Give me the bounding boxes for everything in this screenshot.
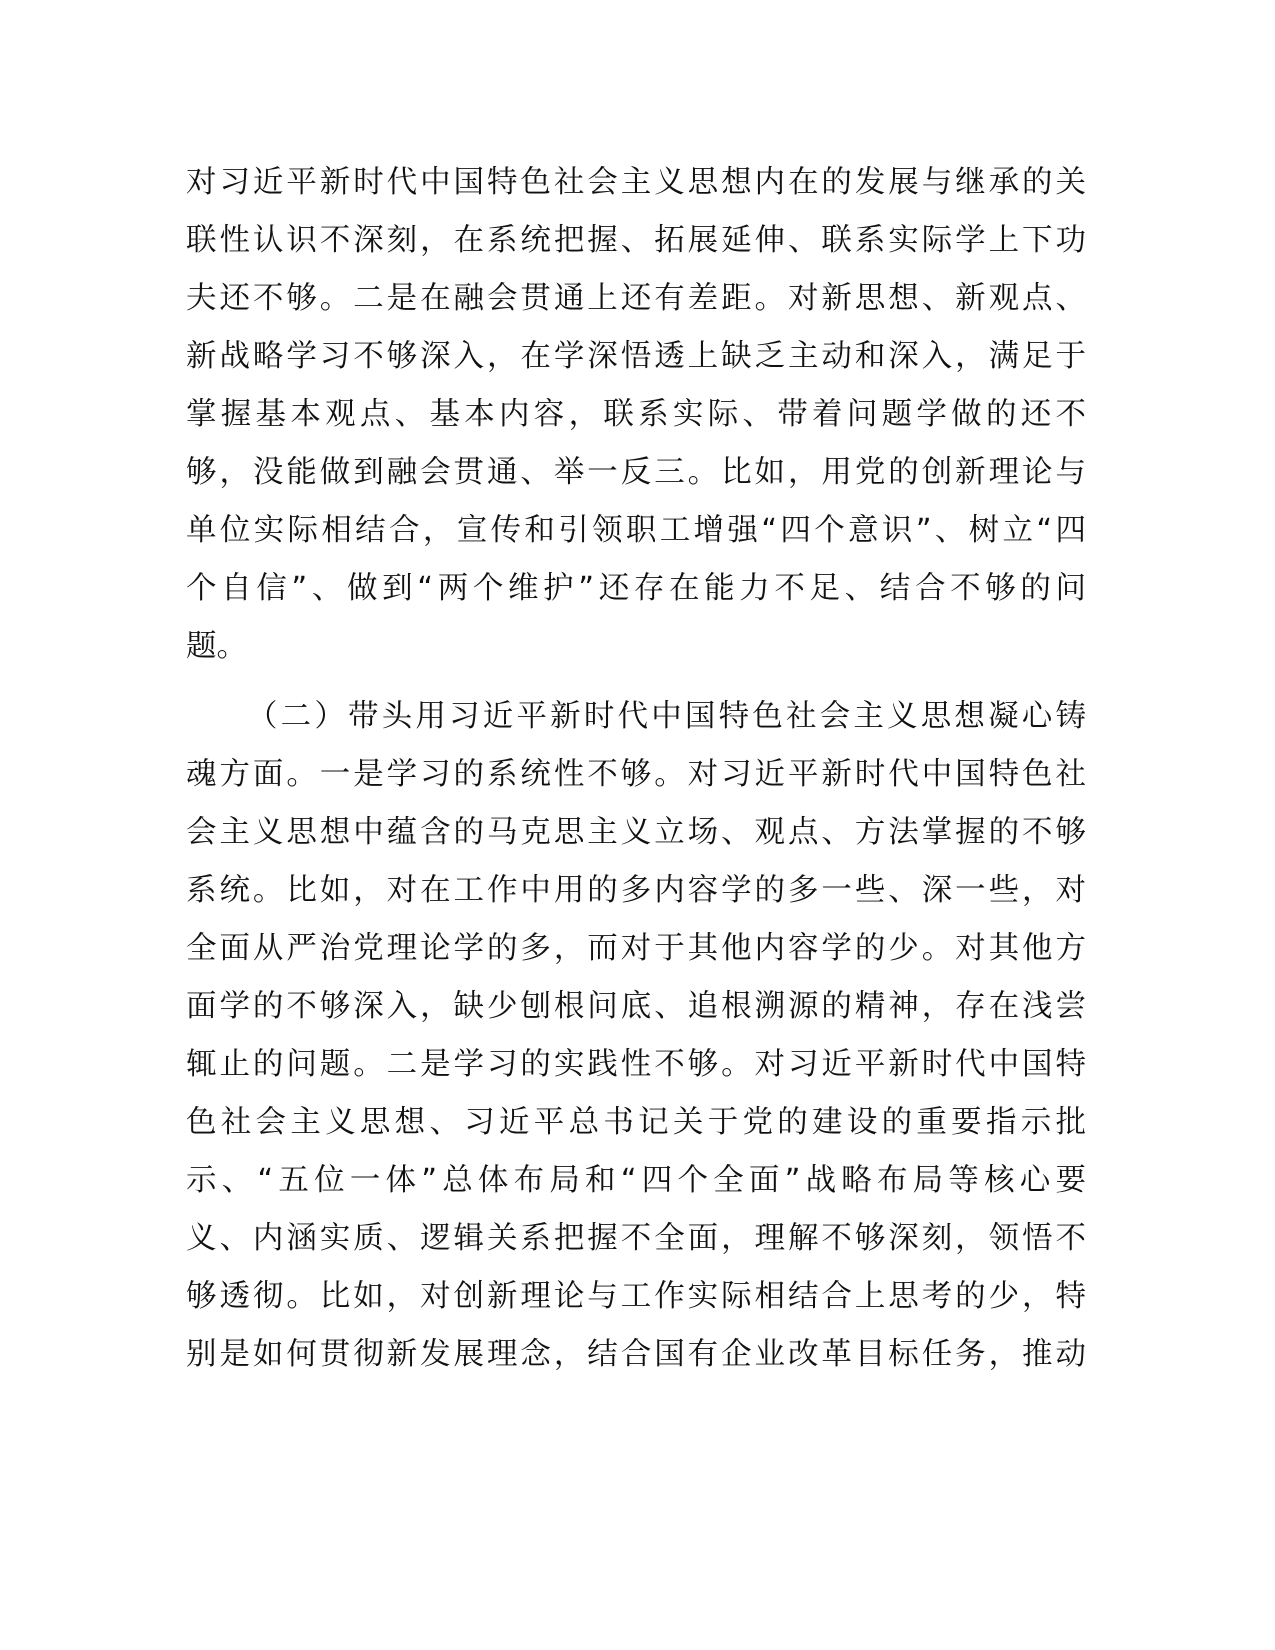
text-line: 对习近平新时代中国特色社会主义思想内在的发展与继承的关 bbox=[186, 165, 1086, 200]
text-line: 够透彻。比如，对创新理论与工作实际相结合上思考的少，特 bbox=[186, 1279, 1086, 1314]
text-line: 新战略学习不够深入，在学深悟透上缺乏主动和深入，满足于 bbox=[186, 339, 1086, 374]
text-line: 色社会主义思想、习近平总书记关于党的建设的重要指示批 bbox=[186, 1105, 1086, 1140]
text-line: 义、内涵实质、逻辑关系把握不全面，理解不够深刻，领悟不 bbox=[186, 1221, 1086, 1256]
text-line: 辄止的问题。二是学习的实践性不够。对习近平新时代中国特 bbox=[186, 1047, 1086, 1082]
text-line: 联性认识不深刻，在系统把握、拓展延伸、联系实际学上下功 bbox=[186, 223, 1086, 258]
text-line: 面学的不够深入，缺少刨根问底、追根溯源的精神，存在浅尝 bbox=[186, 989, 1086, 1024]
text-line: 题。 bbox=[186, 629, 247, 664]
paragraph-1 bbox=[186, 154, 1086, 676]
text-line: 别是如何贯彻新发展理念，结合国有企业改革目标任务，推动 bbox=[186, 1337, 1086, 1372]
text-line: 示、“五位一体”总体布局和“四个全面”战略布局等核心要 bbox=[186, 1163, 1086, 1198]
paragraph-gap bbox=[186, 676, 1086, 688]
text-line-indented: （二）带头用习近平新时代中国特色社会主义思想凝心铸 bbox=[247, 699, 1086, 734]
text-line: 掌握基本观点、基本内容，联系实际、带着问题学做的还不 bbox=[186, 397, 1086, 432]
text-line: 会主义思想中蕴含的马克思主义立场、观点、方法掌握的不够 bbox=[186, 815, 1086, 850]
document-body bbox=[186, 154, 1086, 1384]
text-line: 单位实际相结合，宣传和引领职工增强“四个意识”、树立“四 bbox=[186, 513, 1086, 548]
text-line: 系统。比如，对在工作中用的多内容学的多一些、深一些，对 bbox=[186, 873, 1086, 908]
text-line: 够，没能做到融会贯通、举一反三。比如，用党的创新理论与 bbox=[186, 455, 1086, 490]
paragraph-2 bbox=[186, 688, 1086, 1384]
text-line: 个自信”、做到“两个维护”还存在能力不足、结合不够的问 bbox=[186, 571, 1086, 606]
text-line: 魂方面。一是学习的系统性不够。对习近平新时代中国特色社 bbox=[186, 757, 1086, 792]
text-line: 夫还不够。二是在融会贯通上还有差距。对新思想、新观点、 bbox=[186, 281, 1086, 316]
text-line: 全面从严治党理论学的多，而对于其他内容学的少。对其他方 bbox=[186, 931, 1086, 966]
